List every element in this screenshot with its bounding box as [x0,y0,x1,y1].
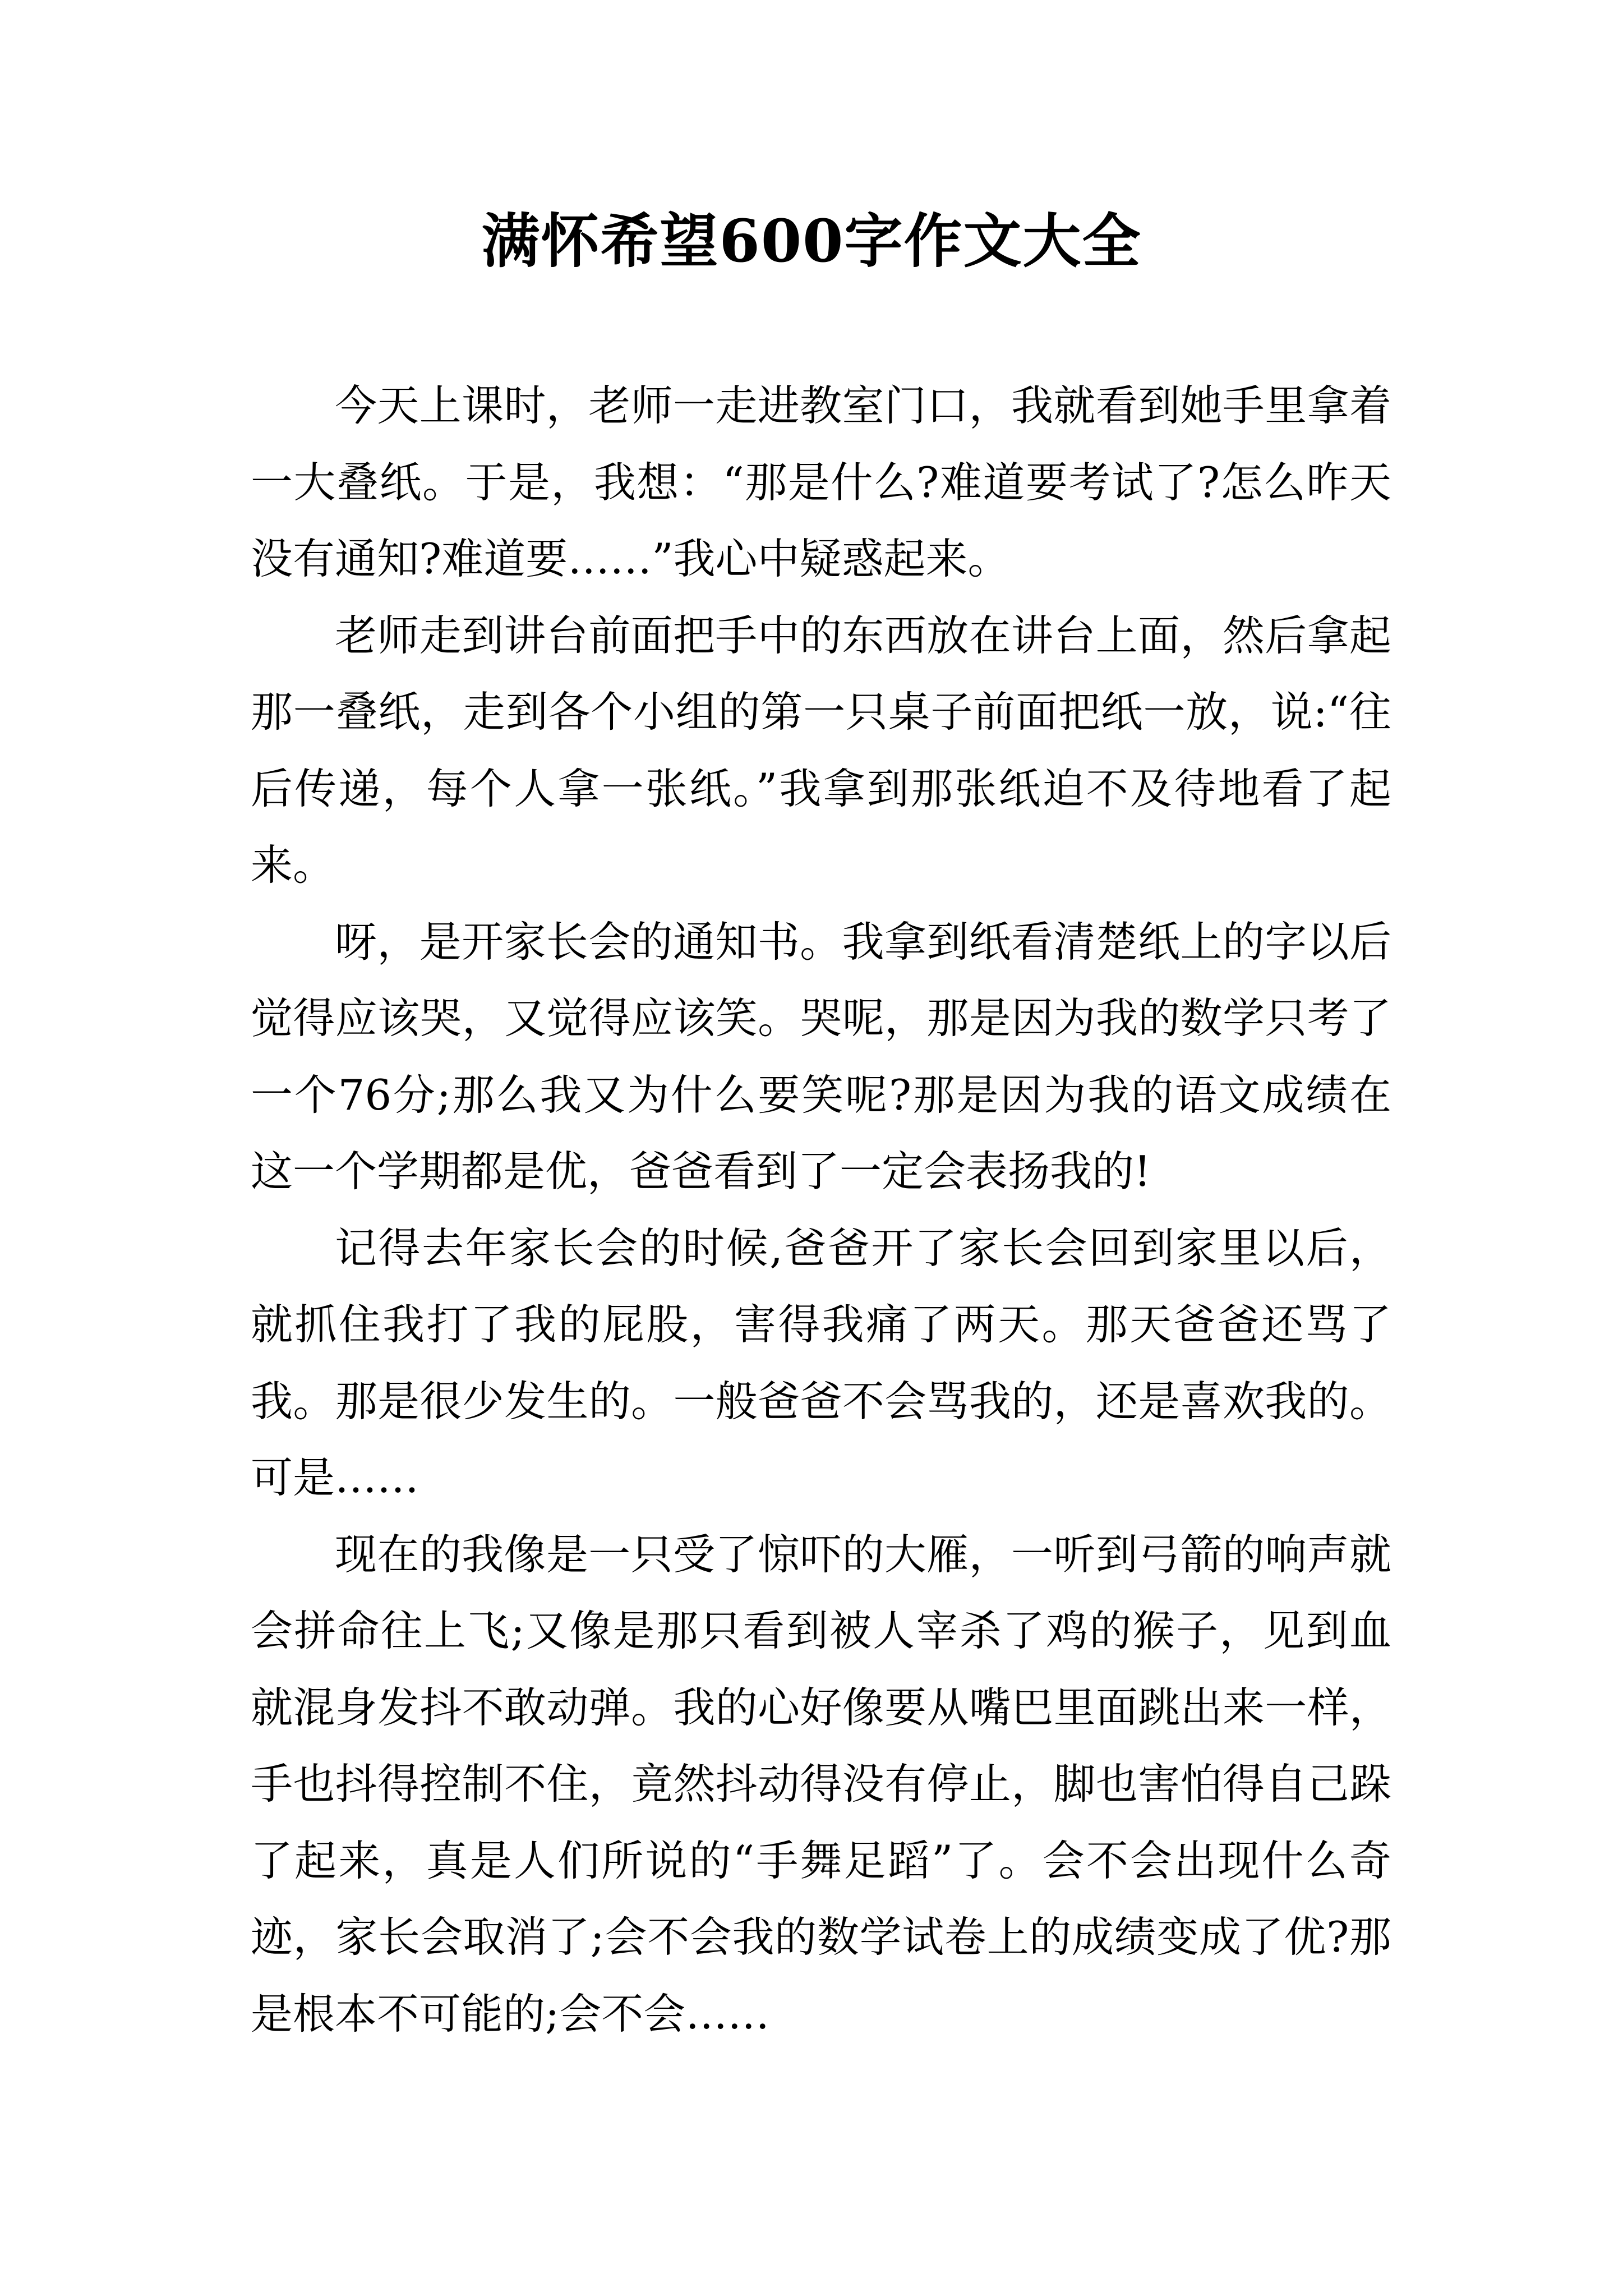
document-body [251,367,1391,2052]
paragraph: 呀，是开家长会的通知书。我拿到纸看清楚纸上的字以后觉得应该哭，又觉得应该笑。哭呢，那是因为我的数学只考了一个76分;那么我又为什么要笑呢?那是因为我的语文成绩在这一个学期都是优，爸爸看到了一定会表扬我的! [251,917,1391,1196]
paragraph: 记得去年家长会的时候,爸爸开了家长会回到家里以后，就抓住我打了我的屁股，害得我痛了两天。那天爸爸还骂了我。那是很少发生的。一般爸爸不会骂我的，还是喜欢我的。可是…… [251,1223,1391,1502]
paragraph: 老师走到讲台前面把手中的东西放在讲台上面，然后拿起那一叠纸，走到各个小组的第一只桌子前面把纸一放，说:“往后传递，每个人拿一张纸。”我拿到那张纸迫不及待地看了起来。 [251,610,1391,890]
paragraph: 现在的我像是一只受了惊吓的大雁，一听到弓箭的响声就会拼命往上飞;又像是那只看到被人宰杀了鸡的猴子，见到血就混身发抖不敢动弹。我的心好像要从嘴巴里面跳出来一样，手也抖得控制不住，竟然抖动得没有停止，脚也害怕得自己跺了起来，真是人们所说的“手舞足蹈”了。会不会出现什么奇迹，家长会取消了;会不会我的数学试卷上的成绩变成了优?那是根本不可能的;会不会…… [251,1529,1391,2039]
paragraph: 今天上课时，老师一走进教室门口，我就看到她手里拿着一大叠纸。于是，我想：“那是什么?难道要考试了?怎么昨天没有通知?难道要……”我心中疑惑起来。 [251,381,1391,583]
document-title: 满怀希望600字作文大全 [481,206,1142,275]
